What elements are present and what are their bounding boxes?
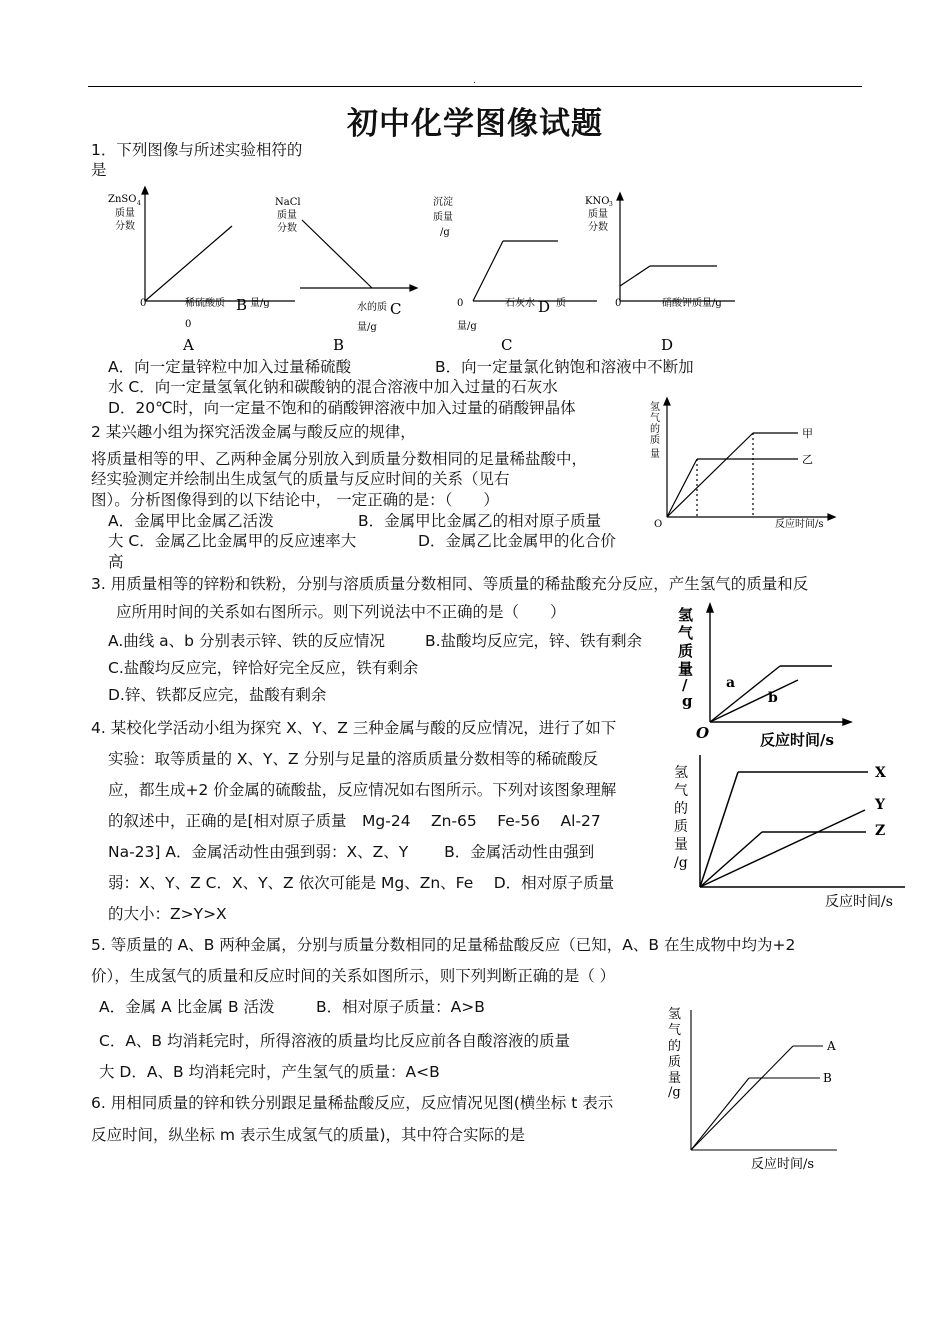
page-title: 初中化学图像试题 [347,106,603,142]
q2-series-yi: 乙 [802,453,813,466]
q2-ylabel4: 质 [650,435,660,446]
q3-option-a: A.曲线 a、b 分别表示锌、铁的反应情况 [108,632,385,650]
q3-ylabel1: 氢 [678,606,694,624]
q1-a-origin2: 0 [185,319,192,330]
q5-ylabel5: 量 [668,1071,682,1086]
q1-graph-d-letter: D [661,336,674,354]
q4-ylabel6: /g [674,855,688,871]
q4-line1: 4. 某校化学活动小组为探究 X、Y、Z 三种金属与酸的反应情况，进行了如下 [91,719,617,737]
q2-origin: O [654,519,663,530]
q3-ylabel6: g [682,692,693,710]
q1-option-a: A．向一定量锌粒中加入过量稀硫酸 [108,358,352,376]
q5-ylabel4: 质 [668,1055,682,1070]
q2-ylabel1: 氢 [650,402,660,413]
q5-chart [665,1000,865,1175]
q4-chart [670,750,915,915]
q4-series-z: Z [875,823,886,839]
q3-ylabel2: 气 [678,624,694,642]
q4-line4: 的叙述中，正确的是[相对原子质量 Mg-24 Zn-65 Fe-56 Al-27 [108,812,601,830]
q1-d-ylabel1: KNO [585,196,610,207]
q1-a-ylabel1: ZnSO [108,194,137,205]
q1-graph-b-letter: B [333,336,345,354]
q4-series-y: Y [875,797,885,813]
q4-ylabel4: 质 [674,819,688,835]
header-dot: . [473,76,476,86]
q1-c-ylabel2: 质量 [433,212,453,223]
q5-option-d: 大 D．A、B 均消耗完时，产生氢气的质量：A<B [99,1063,440,1081]
q3-option-b: B.盐酸均反应完，锌、铁有剩余 [425,632,643,650]
q3-ylabel3: 质 [678,642,694,660]
q6-line2: 反应时间，纵坐标 m 表示生成氢气的质量)，其中符合实际的是 [91,1126,526,1144]
q4-line6: 弱：X、Y、Z C．X、Y、Z 依次可能是 Mg、Zn、Fe D．相对原子质量 [108,874,615,892]
q1-b-xlabel2: 量/g [357,322,377,333]
q3-line2: 应所用时间的关系如右图所示。则下列说法中不正确的是（ ） [116,603,566,621]
q2-line3: 经实验测定并绘制出生成氢气的质量与反应时间的关系（见右 [91,470,510,488]
q3-ylabel5: / [682,676,688,694]
q5-option-a: A．金属 A 比金属 B 活泼 [99,998,275,1016]
q5-series-b: B [823,1071,832,1085]
q2-line7: 高 [108,553,124,571]
q2-line1: 2 某兴趣小组为探究活泼金属与酸反应的规律， [91,423,416,441]
q1-c-origin: 0 [457,298,464,309]
q5-ylabel1: 氢 [668,1007,682,1022]
q1-d-ylabel2: 质量 [588,209,608,220]
q1-c-xlabel1b: 质 [556,298,566,309]
q1-a-xlabel1: 稀硫酸质 [185,298,225,309]
q4-xlabel: 反应时间/s [825,894,893,910]
q5-option-b: B．相对原子质量：A>B [316,998,485,1016]
q1-stem-line1: 1．下列图像与所述实验相符的 [91,141,303,159]
q5-option-c: C．A、B 均消耗完时，所得溶液的质量均比反应前各自酸溶液的质量 [99,1032,570,1050]
q1-a-origin: 0 [140,298,147,309]
q2-line2: 将质量相等的甲、乙两种金属分别放入到质量分数相同的足量稀盐酸中， [91,450,588,468]
q5-line2: 价），生成氢气的质量和反应时间的关系如图所示，则下列判断正确的是（ ） [91,967,616,985]
q1-b-xlabel1: 水的质 [357,302,387,313]
q1-graph-c-letter: C [501,336,513,354]
q3-option-c: C.盐酸均反应完，锌恰好完全反应，铁有剩余 [108,659,419,677]
q1-b-mid-letter: C [390,300,402,318]
q3-series-a: a [726,675,736,691]
q4-ylabel2: 气 [674,783,688,799]
q2-ylabel3: 的 [650,424,660,435]
q3-xlabel: 反应时间/s [760,731,834,749]
q1-graph-a-letter: A [183,336,194,354]
q2-series-jia: 甲 [802,427,813,440]
q1-a-ylabel3: 分数 [115,221,135,232]
q4-ylabel5: 量 [674,837,688,853]
q5-xlabel: 反应时间/s [751,1157,815,1172]
q1-graphs [0,180,950,360]
q1-d-ylabel-sub: 3 [609,201,613,208]
q4-line3: 应，都生成+2 价金属的硫酸盐，反应情况如右图所示。下列对该图象理解 [108,781,617,799]
q1-a-mid-letter: B [236,296,248,314]
q2-option-a: A．金属甲比金属乙活泼 [108,512,274,530]
q1-d-xlabel1: 硝酸钾质量/g [662,298,722,309]
q1-c-xlabel2: 量/g [457,321,477,332]
q1-option-d: D．20℃时，向一定量不饱和的硝酸钾溶液中加入过量的硝酸钾晶体 [108,399,576,417]
q3-chart [670,600,860,750]
q1-a-ylabel2: 质量 [115,208,135,219]
q4-line7: 的大小：Z>Y>X [108,905,227,923]
q5-ylabel6: /g [668,1085,681,1100]
q1-a-ylabel-sub: 4 [137,200,141,207]
q1-d-ylabel3: 分数 [588,222,608,233]
q1-option-c: 水 C．向一定量氢氧化钠和碳酸钠的混合溶液中加入过量的石灰水 [108,378,558,396]
q1-option-b: B．向一定量氯化钠饱和溶液中不断加 [435,358,694,376]
q2-option-d: D．金属乙比金属甲的化合价 [418,532,616,550]
q4-line5: Na-23] A．金属活动性由强到弱：X、Z、Y B．金属活动性由强到 [108,843,595,861]
q1-c-xlabel1: 石灰水 [505,298,535,309]
q6-line1: 6. 用相同质量的锌和铁分别跟足量稀盐酸反应，反应情况见图(横坐标 t 表示 [91,1094,614,1112]
header-rule [88,86,862,87]
q4-ylabel3: 的 [674,801,688,817]
q1-stem-line2: 是 [91,161,107,179]
q4-line2: 实验：取等质量的 X、Y、Z 分别与足量的溶质质量分数相等的稀硫酸反 [108,750,599,768]
q1-a-xlabel2: 量/g [250,298,270,309]
q3-origin: O [696,724,710,742]
q4-ylabel1: 氢 [674,765,688,781]
q1-b-ylabel2: 质量 [277,210,297,221]
q2-chart [640,395,860,535]
q1-c-mid-letter: D [538,298,551,316]
q2-option-c: 大 C．金属乙比金属甲的反应速率大 [108,532,357,550]
q1-c-ylabel3: /g [440,227,450,238]
q2-xlabel: 反应时间/s [775,519,824,530]
q2-ylabel2: 气 [650,413,660,424]
q2-line4: 图）。分析图像得到的以下结论中， 一定正确的是：（ ） [91,491,499,509]
q3-line1: 3. 用质量相等的锌粉和铁粉，分别与溶质质量分数相同、等质量的稀盐酸充分反应，产生氢气的质量和反 [91,575,809,593]
q1-b-ylabel1: NaCl [275,197,301,208]
q5-ylabel2: 气 [668,1023,682,1038]
q4-series-x: X [875,765,886,781]
q1-b-ylabel3: 分数 [277,223,297,234]
q2-option-b: B．金属甲比金属乙的相对原子质量 [358,512,602,530]
q3-series-b: b [768,690,778,706]
q1-d-origin: 0 [615,298,622,309]
q3-ylabel4: 量 [678,660,694,678]
q3-option-d: D.锌、铁都反应完，盐酸有剩余 [108,686,327,704]
q2-ylabel5: 量 [650,449,660,460]
q1-c-ylabel1: 沉淀 [433,197,453,208]
q5-ylabel3: 的 [668,1039,682,1054]
q5-line1: 5. 等质量的 A、B 两种金属，分别与质量分数相同的足量稀盐酸反应（已知，A、B 在生成物中均为+2 [91,936,796,954]
q5-series-a: A [827,1039,836,1053]
